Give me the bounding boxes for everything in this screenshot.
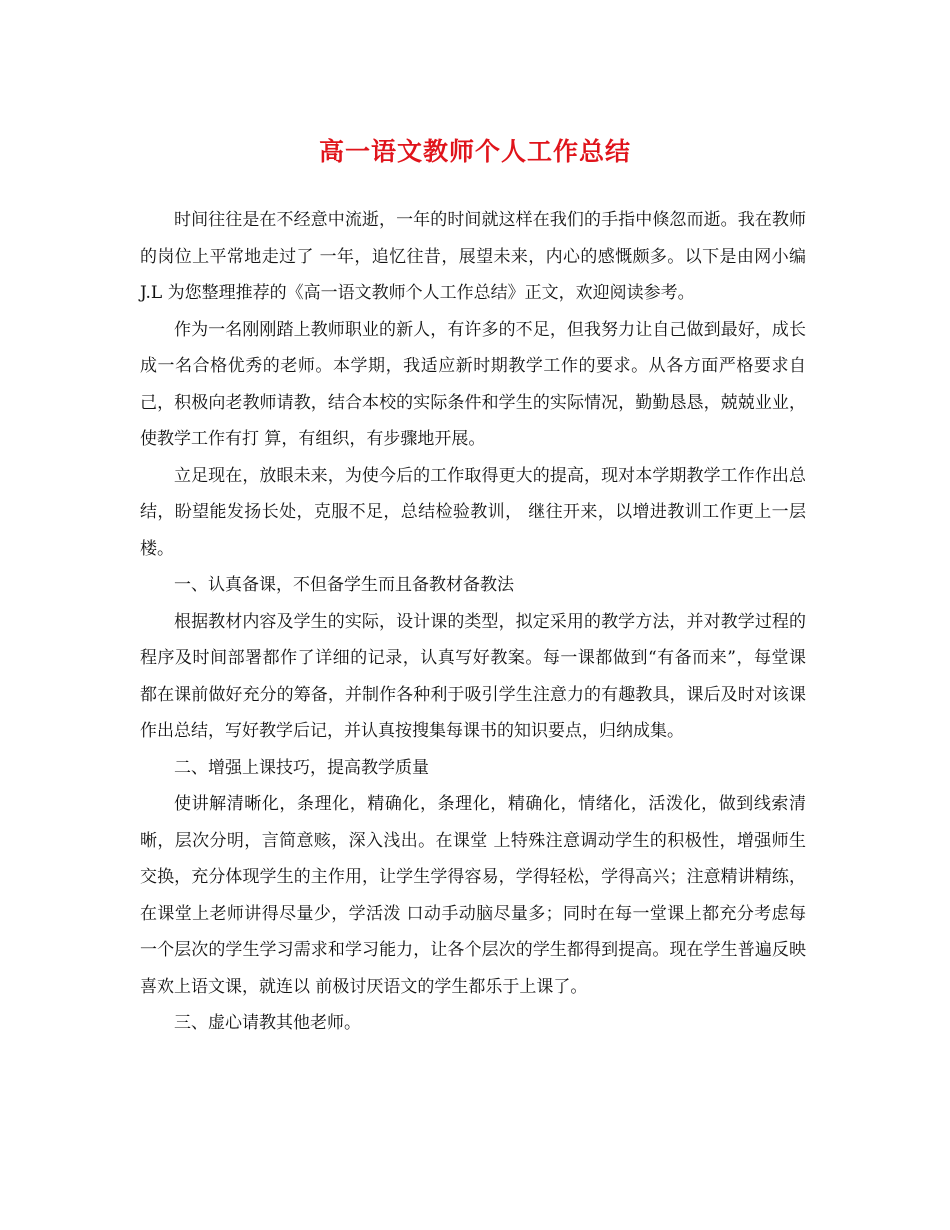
section-heading-3: 三、虚心请教其他老师。 bbox=[174, 1013, 361, 1033]
paragraph-lesson-prep: 根据教材内容及学生的实际，设计课的类型，拟定采用的教学方法，并对教学过程的程序及时间部署都作了详细的记录，认真写好教案。每一课都做到“有备而来”，每堂课 都在课前做好充分的筹备，并制作各种利于吸引学生注意力的有趣教具，课后及时对该课作出总结，写好教学后记，并认真按搜集每课书的知识要点，归纳成集。 bbox=[140, 611, 806, 741]
section-heading-1: 一、认真备课，不但备学生而且备教材备教法 bbox=[174, 575, 514, 595]
document-title: 高一语文教师个人工作总结 bbox=[318, 137, 631, 166]
paragraph-summary-purpose: 立足现在，放眼未来，为使今后的工作取得更大的提高，现对本学期教学工作作出总结，盼望能发扬长处，克服不足，总结检验教训， 继往开来，以增进教训工作更上一层楼。 bbox=[140, 465, 806, 559]
paragraph-new-teacher: 作为一名刚刚踏上教师职业的新人，有许多的不足，但我努力让自己做到最好，成长成一名合格优秀的老师。本学期，我适应新时期教学工作的要求。从各方面严格要求自己，积极向老教师请教，结合本校的实际条件和学生的实际情况，勤勤恳恳，兢兢业业，使教学工作有打 算，有组织，有步骤地开展。 bbox=[140, 319, 806, 449]
document-body bbox=[140, 202, 806, 1042]
section-heading-2: 二、增强上课技巧，提高教学质量 bbox=[174, 757, 429, 778]
paragraph-intro: 时间往往是在不经意中流逝，一年的时间就这样在我们的手指中倏忽而逝。我在教师的岗位上平常地走过了 一年，追忆往昔，展望未来，内心的感慨颇多。以下是由网小编 J.L 为您整理推荐的《高一语文教师个人工作总结》正文，欢迎阅读参考。 bbox=[140, 210, 806, 303]
paragraph-teaching-skills: 使讲解清晰化，条理化，精确化，条理化，精确化，情绪化，活泼化，做到线索清晰，层次分明，言简意赅，深入浅出。在课堂 上特殊注意调动学生的积极性，增强师生交换，充分体现学生的主作用，让学生学得容易，学得轻松，学得高兴；注意精讲精练，在课堂上老师讲得尽量少，学活泼 口动手动脑尽量多；同时在每一堂课上都充分考虑每一个层次的学生学习需求和学习能力，让各个层次的学生都得到提高。现在学生普遍反映喜欢上语文课，就连以 前极讨厌语文的学生都乐于上课了。 bbox=[140, 794, 806, 997]
